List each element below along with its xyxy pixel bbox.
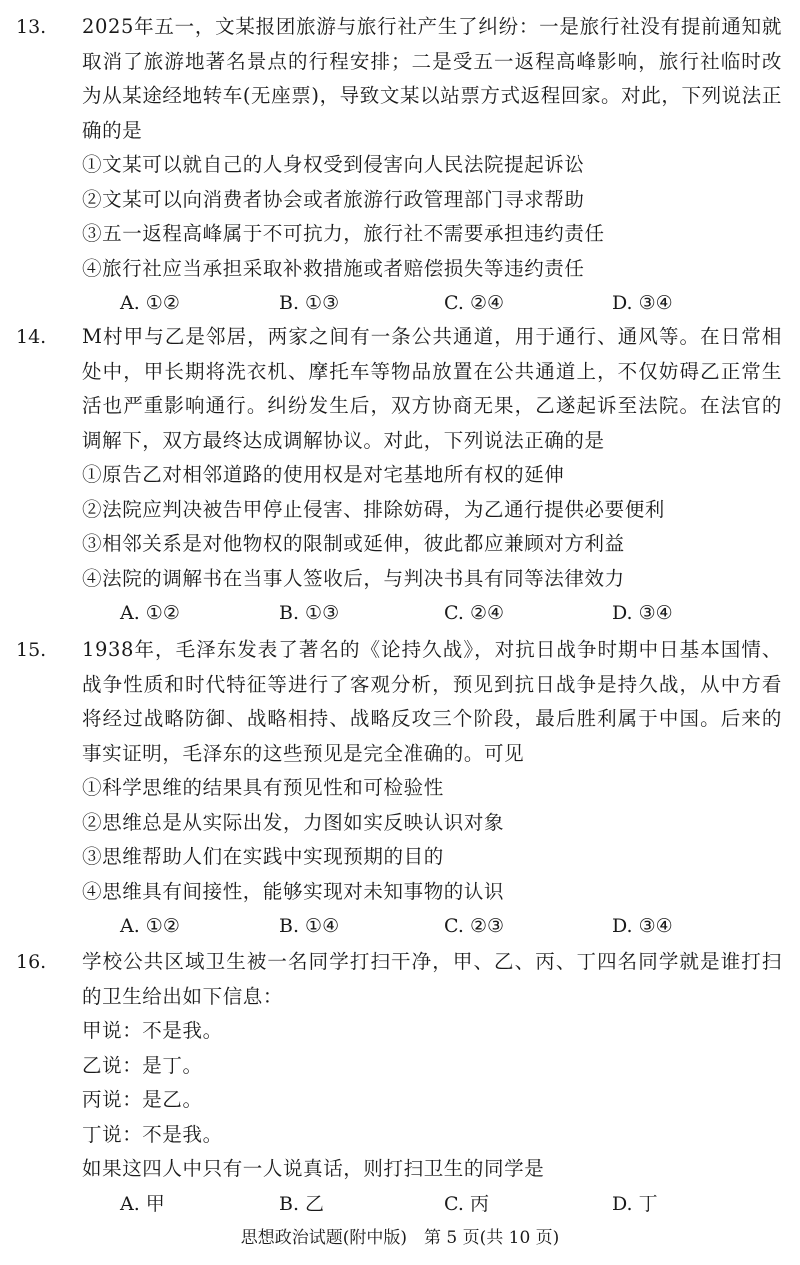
choice-d: D. 丁	[612, 1192, 658, 1215]
statement-4: ④旅行社应当承担采取补救措施或者赔偿损失等违约责任	[82, 256, 585, 280]
question-13	[16, 10, 782, 320]
statement-2: ②法院应判决被告甲停止侵害、排除妨碍，为乙通行提供必要便利	[82, 497, 665, 521]
answer-choices	[82, 596, 782, 630]
choice-c: C. ②④	[444, 602, 505, 624]
statement-2: ②文某可以向消费者协会或者旅游行政管理部门寻求帮助	[82, 187, 585, 211]
choice-a: A. ①②	[120, 602, 180, 624]
statement-yi: 乙说：是丁。	[82, 1053, 203, 1077]
question-stem: M村甲与乙是邻居，两家之间有一条公共通道，用于通行、通风等。在日常相处中，甲长期将洗衣机、摩托车等物品放置在公共通道上，不仅妨碍乙正常生活也严重影响通行。纠纷发生后，双方协商无果，乙遂起诉至法院。在法官的调解下，双方最终达成调解协议。对此，下列说法正确的是	[82, 325, 782, 452]
answer-choices	[82, 286, 782, 320]
question-prompt: 如果这四人中只有一人说真话，则打扫卫生的同学是	[82, 1157, 545, 1180]
question-number: 14.	[16, 326, 47, 348]
choice-d: D. ③④	[612, 602, 673, 624]
statement-2: ②思维总是从实际出发，力图如实反映认识对象	[82, 810, 505, 834]
statement-1: ①科学思维的结果具有预见性和可检验性	[82, 776, 444, 799]
answer-choices	[82, 909, 782, 943]
statement-ding: 丁说：不是我。	[82, 1122, 223, 1146]
answer-choices	[82, 1187, 782, 1221]
statement-1: ①文某可以就自己的人身权受到侵害向人民法院提起诉讼	[82, 153, 585, 176]
statement-4: ④思维具有间接性，能够实现对未知事物的认识	[82, 879, 505, 903]
statement-3: ③相邻关系是对他物权的限制或延伸，彼此都应兼顾对方利益	[82, 532, 625, 555]
choice-b: B. 乙	[279, 1192, 325, 1215]
question-stem: 2025年五一，文某报团旅游与旅行社产生了纠纷：一是旅行社没有提前通知就取消了旅游地著名景点的行程安排；二是受五一返程高峰影响，旅行社临时改为从某途经地转车(无座票)，导致文某以站票方式返程回家。对此，下列说法正确的是	[82, 15, 782, 142]
choice-a: A. ①②	[120, 292, 180, 314]
question-14	[16, 320, 782, 630]
choice-b: B. ①③	[279, 292, 340, 314]
question-stem: 学校公共区域卫生被一名同学打扫干净，甲、乙、丙、丁四名同学就是谁打扫的卫生给出如下信息：	[82, 950, 782, 1008]
statement-bing: 丙说：是乙。	[82, 1088, 203, 1111]
question-number: 16.	[16, 951, 47, 973]
statement-jia: 甲说：不是我。	[82, 1019, 223, 1042]
choice-a: A. ①②	[120, 915, 180, 937]
question-16	[16, 945, 782, 1221]
choice-c: C. ②③	[444, 915, 505, 937]
choice-b: B. ①④	[279, 915, 340, 937]
statement-1: ①原告乙对相邻道路的使用权是对宅基地所有权的延伸	[82, 463, 565, 486]
statement-4: ④法院的调解书在当事人签收后，与判决书具有同等法律效力	[82, 566, 625, 590]
question-number: 13.	[16, 16, 47, 38]
question-15	[16, 633, 782, 943]
choice-a: A. 甲	[120, 1192, 165, 1215]
choice-c: C. 丙	[444, 1192, 489, 1215]
statement-3: ③思维帮助人们在实践中实现预期的目的	[82, 845, 444, 868]
page-footer: 思想政治试题(附中版) 第 5 页(共 10 页)	[240, 1228, 560, 1248]
statement-3: ③五一返程高峰属于不可抗力，旅行社不需要承担违约责任	[82, 222, 605, 245]
question-number: 15.	[16, 639, 47, 661]
choice-d: D. ③④	[612, 292, 673, 314]
choice-d: D. ③④	[612, 915, 673, 937]
choice-c: C. ②④	[444, 292, 505, 314]
choice-b: B. ①③	[279, 602, 340, 624]
question-stem: 1938年，毛泽东发表了著名的《论持久战》，对抗日战争时期中日基本国情、战争性质和时代特征等进行了客观分析，预见到抗日战争是持久战，从中方看将经过战略防御、战略相持、战略反攻三个阶段，最后胜利属于中国。后来的事实证明，毛泽东的这些预见是完全准确的。可见	[82, 638, 782, 765]
